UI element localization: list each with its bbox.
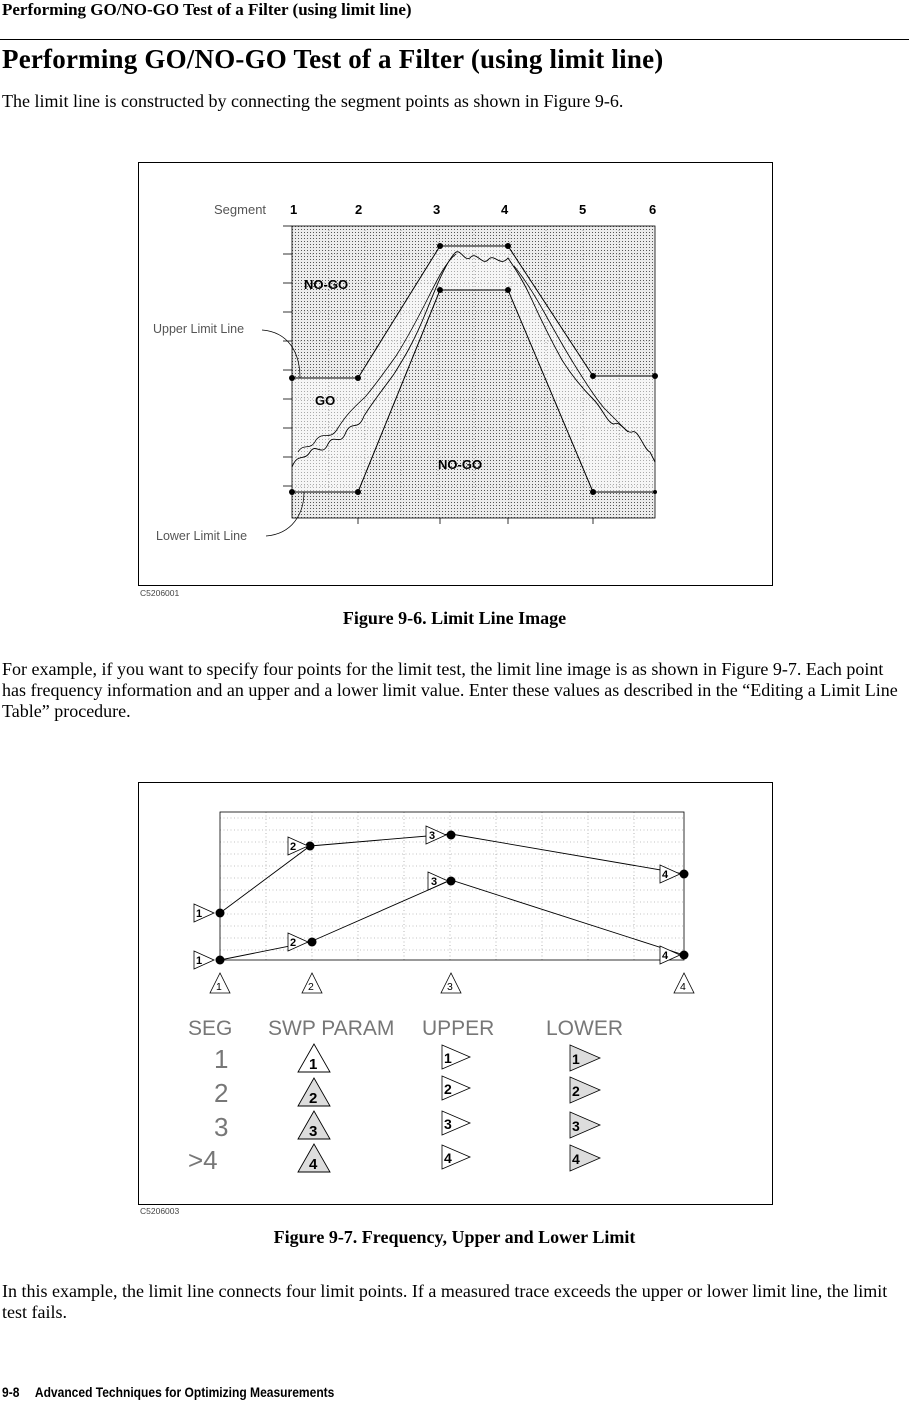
upper-column-marker-3: 3 — [444, 1116, 452, 1132]
upper-marker-1: 1 — [196, 908, 203, 920]
footer-page-number: 9-8 — [2, 1384, 20, 1400]
swp-marker-1: 1 — [309, 1056, 318, 1073]
axis-marker-4: 4 — [680, 981, 686, 993]
seg-value-3: 3 — [214, 1112, 229, 1142]
figure-9-6-limit-line-image — [138, 162, 774, 598]
segment-number-2: 2 — [355, 202, 363, 217]
figure-9-6-caption: Figure 9-6. Limit Line Image — [342, 608, 567, 628]
intro-paragraph: The limit line is constructed by connecting the segment points as shown in Figure 9-6. — [2, 91, 624, 111]
go-label: GO — [315, 393, 336, 408]
lower-marker-3: 3 — [431, 876, 438, 888]
lower-column-marker-1: 1 — [572, 1051, 580, 1067]
axis-marker-1: 1 — [216, 981, 222, 993]
segment-number-6: 6 — [649, 202, 657, 217]
lower-column-marker-4: 4 — [572, 1151, 580, 1167]
lower-column-marker-2: 2 — [572, 1083, 580, 1099]
swp-marker-3: 3 — [309, 1123, 318, 1140]
figure-9-7-caption: Figure 9-7. Frequency, Upper and Lower Limit — [273, 1227, 636, 1247]
figure-code: C5206001 — [140, 588, 180, 598]
lower-limit-line-label: Lower Limit Line — [156, 529, 248, 543]
table-header-upper: UPPER — [422, 1017, 495, 1040]
lower-marker-1: 1 — [196, 955, 203, 967]
segment-number-4: 4 — [501, 202, 509, 217]
figure-9-7-frequency-upper-lower — [138, 782, 774, 1218]
footer-chapter-title: Advanced Techniques for Optimizing Measurements — [34, 1384, 335, 1400]
figure-code: C5206003 — [140, 1206, 180, 1216]
table-header-lower: LOWER — [546, 1017, 624, 1040]
table-header-seg: SEG — [188, 1017, 233, 1040]
upper-limit-line-label: Upper Limit Line — [153, 322, 245, 336]
swp-marker-2: 2 — [309, 1090, 318, 1107]
nogo-lower-label: NO-GO — [438, 457, 483, 472]
segment-number-5: 5 — [579, 202, 587, 217]
table-header-swp-param: SWP PARAM — [268, 1017, 395, 1040]
nogo-upper-label: NO-GO — [304, 277, 349, 292]
segment-number-1: 1 — [290, 202, 298, 217]
swp-marker-4: 4 — [309, 1156, 318, 1173]
body-paragraph-3: In this example, the limit line connects four limit points. If a measured trace exceeds the upper or lower limit line, the limit test fails. — [2, 1281, 888, 1322]
lower-marker-2: 2 — [290, 937, 297, 949]
axis-marker-3: 3 — [447, 981, 453, 993]
seg-value-2: 2 — [214, 1078, 229, 1108]
header-rule — [0, 39, 909, 40]
running-head: Performing GO/NO-GO Test of a Filter (using limit line) — [2, 0, 412, 19]
body-paragraph-2: For example, if you want to specify four points for the limit test, the limit line image is as shown in Figure 9-7. Each point has frequency information and an upper and a lower limit value. Enter these values as described in the “Editing a Limit Line Table” procedure. — [2, 659, 898, 721]
lower-marker-4: 4 — [662, 950, 669, 962]
axis-marker-2: 2 — [308, 981, 314, 993]
upper-marker-4: 4 — [662, 869, 669, 881]
lower-column-marker-3: 3 — [572, 1118, 580, 1134]
section-title: Performing GO/NO-GO Test of a Filter (using limit line) — [2, 44, 664, 74]
upper-marker-2: 2 — [290, 841, 297, 853]
figure-frame — [139, 783, 773, 1205]
upper-column-marker-4: 4 — [444, 1150, 452, 1166]
page-footer — [2, 1384, 334, 1400]
upper-marker-3: 3 — [429, 830, 436, 842]
segment-label: Segment — [214, 202, 267, 217]
seg-value-1: 1 — [214, 1044, 229, 1074]
upper-column-marker-2: 2 — [444, 1081, 452, 1097]
seg-value-4: >4 — [188, 1145, 218, 1175]
segment-number-3: 3 — [433, 202, 441, 217]
upper-column-marker-1: 1 — [444, 1050, 452, 1066]
